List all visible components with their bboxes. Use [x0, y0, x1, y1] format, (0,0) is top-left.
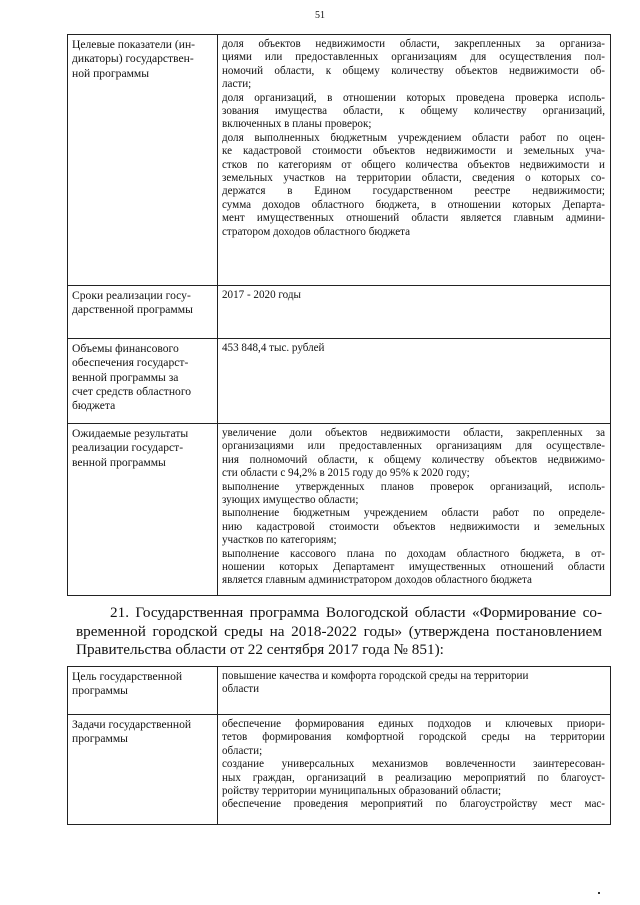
label-line: бюджета [72, 399, 116, 413]
label-line: ной программы [72, 66, 150, 80]
value-line: обеспечение проведения мероприятий по благоустройству мест мас- [222, 798, 605, 811]
value-line: доля объектов недвижимости области, закрепленных за организа- [222, 38, 605, 50]
label-line: венной программы [72, 455, 166, 469]
value-line: повышение качества и комфорта городской среды на территории [222, 670, 529, 682]
label-line: Цель государственной [72, 670, 183, 683]
label-line: реализации государст- [72, 441, 184, 455]
table-row [68, 35, 611, 286]
value-line: ношении которых Департамент имущественных отношений области [222, 561, 605, 574]
value-line: ных граждан, организаций в реализацию мероприятий по благоуст- [222, 771, 605, 784]
value-line: циями или предоставленных организациям для осуществления пол- [222, 51, 605, 64]
label-line: венной программы за [72, 370, 179, 384]
row-label-expected-results [68, 424, 218, 596]
heading-line: временной городской среды на 2018-2022 годы» (утверждена постановлением [76, 622, 602, 640]
row-value-program-tasks [218, 715, 611, 825]
scan-speck [598, 892, 600, 894]
label-line: Сроки реализации госу- [72, 289, 191, 302]
row-label-implementation-period [68, 286, 218, 339]
value-line: ке кадастровой стоимости объектов недвижимости и земельных уча- [222, 145, 605, 158]
table-row [68, 715, 611, 825]
label-line: дарственной программы [72, 303, 193, 317]
value-line: держатся в Едином государственном реестре недвижимости; [222, 185, 605, 198]
value-line: создание универсальных механизмов вовлеченности заинтересован- [222, 758, 605, 771]
value-line: тетов формирования комфортной городской среды на территории [222, 731, 605, 744]
value-line: 453 848,4 тыс. рублей [222, 342, 325, 354]
value-line: земельных участков на территории области, сведения о которых со- [222, 172, 605, 185]
value-line: стратором доходов областного бюджета [222, 225, 411, 238]
row-label-funding-volume [68, 339, 218, 424]
value-line: зования имущества области, к общему количеству организаций, [222, 105, 605, 118]
value-line: участков по категориям; [222, 534, 337, 547]
row-value-target-indicators [218, 35, 611, 286]
label-line: обеспечения государст- [72, 356, 189, 370]
value-line: является главным администратором доходов областного бюджета [222, 574, 532, 587]
value-line: доля выполненных бюджетным учреждением области работ по оцен- [222, 131, 605, 144]
label-line: Задачи государственной [72, 718, 192, 731]
value-line: области; [222, 744, 263, 757]
value-line: доля организаций, в отношении которых проведена проверка исполь- [222, 91, 605, 104]
value-line: включенных в планы проверок; [222, 118, 372, 131]
value-line: номочий области, к общему количеству объектов недвижимости об- [222, 64, 605, 77]
row-value-program-goal [218, 667, 611, 715]
value-line: ния полномочий области, к общему количеству объектов недвижимо- [222, 453, 605, 466]
row-label-target-indicators [68, 35, 218, 286]
label-line: программы [72, 732, 128, 746]
value-line: выполнение утвержденных планов проверок организаций, исполь- [222, 480, 605, 493]
row-label-program-goal [68, 667, 218, 715]
heading-line: Правительства области от 22 сентября 2017 года № 851): [76, 641, 444, 658]
value-line: ласти; [222, 78, 252, 91]
table-row [68, 667, 611, 715]
value-line: сти области с 94,2% в 2015 году до 95% к 2020 году; [222, 467, 470, 480]
row-value-expected-results [218, 424, 611, 596]
label-line: Объемы финансового [72, 342, 179, 355]
value-line: выполнение кассового плана по доходам областного бюджета, в от- [222, 547, 605, 560]
row-label-program-tasks [68, 715, 218, 825]
page-number: 51 [315, 10, 325, 21]
value-line: ройству территории муниципальных образований области; [222, 785, 502, 798]
value-line: зующих имущество области; [222, 494, 359, 507]
value-line: сумма доходов областного бюджета, в отношении которых Департа- [222, 198, 605, 211]
table-row [68, 339, 611, 424]
label-line: счет средств областного [72, 384, 192, 398]
table-row [68, 286, 611, 339]
section-heading [76, 604, 602, 660]
heading-line: 21. Государственная программа Вологодской области «Формирование со- [110, 604, 602, 621]
label-line: Целевые показатели (ин- [72, 38, 196, 51]
program-passport-table-2 [67, 666, 611, 825]
value-line: 2017 - 2020 годы [222, 289, 301, 301]
value-line: стков по категориям от общего количества объектов недвижимости и [222, 158, 605, 171]
program-passport-table-1 [67, 34, 611, 596]
table-row [68, 424, 611, 596]
value-line: выполнение бюджетным учреждением области работ по определе- [222, 507, 605, 520]
label-line: программы [72, 684, 128, 698]
label-line: дикаторы) государствен- [72, 52, 194, 66]
value-line: области [222, 683, 260, 696]
value-line: обеспечение формирования единых подходов и ключевых приори- [222, 718, 605, 730]
value-line: организациями или предоставленных организациям для осуществле- [222, 440, 605, 453]
row-value-implementation-period [218, 286, 611, 339]
value-line: мент имущественных отношений области является главным админи- [222, 212, 605, 225]
value-line: увеличение доли объектов недвижимости области, закрепленных за [222, 427, 605, 439]
label-line: Ожидаемые результаты [72, 427, 189, 440]
row-value-funding-volume [218, 339, 611, 424]
value-line: нию кадастровой стоимости объектов недвижимости и земельных [222, 520, 605, 533]
